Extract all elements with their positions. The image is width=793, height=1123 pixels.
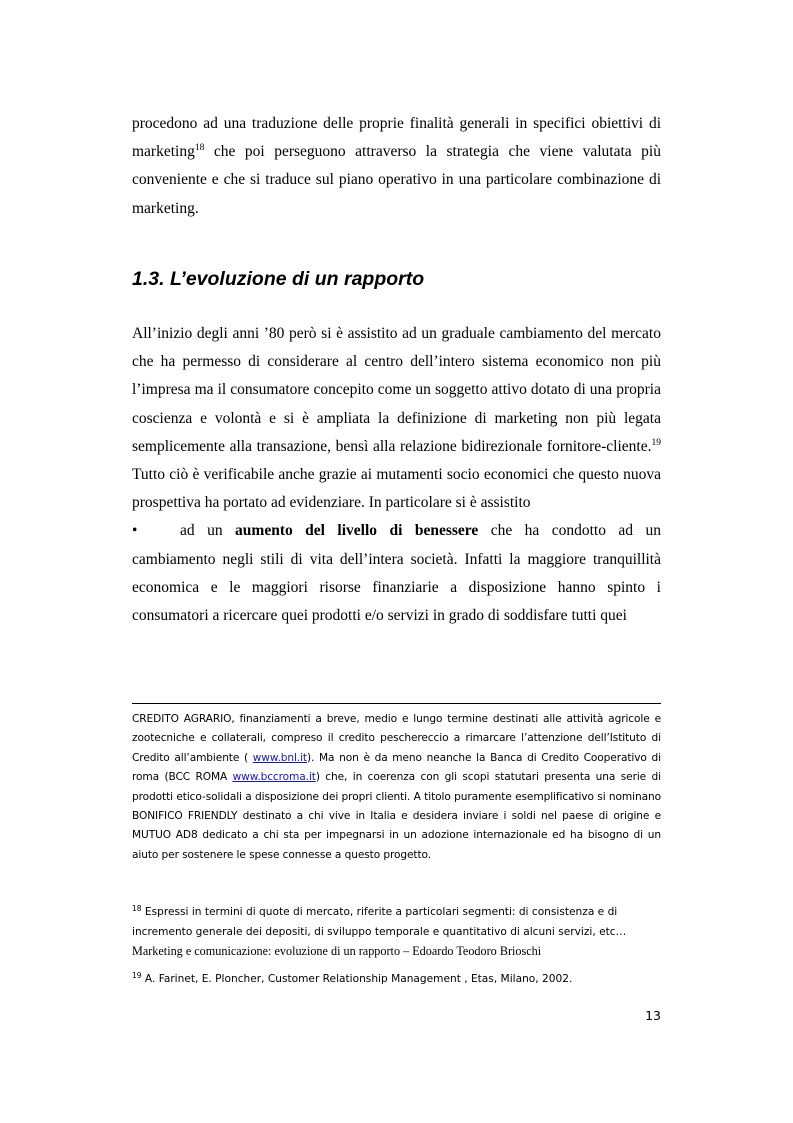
bullet-item-first-line xyxy=(132,517,661,545)
footnote-number: 18 xyxy=(132,904,142,913)
footnote-ref-18[interactable]: 18 xyxy=(194,143,205,154)
footnote-19 xyxy=(132,970,661,990)
footnote-text: Espressi in termini di quote di mercato, riferite a particolari segmenti: di consistenza e di incremento generale dei depositi, di sviluppo temporale e quantitativo di alcuni servizi, etc… xyxy=(132,906,627,938)
footnote-text: CREDITO AGRARIO, finanziamenti a breve, medio e lungo termine destinati alle attività agricole e zootecniche e collaterali, compreso il credito peschereccio a rimarcare l’attenzione dell’Istituto di Credito all’ambiente ( xyxy=(132,713,661,764)
bullet-first-line-text xyxy=(180,517,661,545)
paragraph-text: All’inizio degli anni ’80 però si è assistito ad un graduale cambiamento del mercato che ha permesso di considerare al centro dell’intero sistema economico non più l’impresa ma il consumatore concepito come un soggetto attivo dotato di una propria coscienza e volontà e si è ampliata la definizione di marketing non più legata semplicemente alla transazione, bensì alla relazione bidirezionale fornitore-cliente. xyxy=(132,325,661,455)
footnote-text: A. Farinet, E. Ploncher, Customer Relationship Management , Etas, Milano, 2002. xyxy=(141,973,573,985)
section-heading: 1.3. L’evoluzione di un rapporto xyxy=(132,268,425,290)
paragraph-text: procedono ad una traduzione delle proprie finalità generali in specifici obiettivi di marketing xyxy=(132,115,661,161)
footnote-separator xyxy=(132,703,661,704)
bullet-suffix: che ha condotto ad un xyxy=(478,522,661,540)
link-bccroma[interactable]: www.bccroma.it xyxy=(232,771,316,784)
paragraph-marketing-objectives xyxy=(132,110,661,223)
bullet-prefix: ad un xyxy=(180,522,236,540)
paragraph-body xyxy=(132,320,661,517)
footnote-source: Marketing e comunicazione: evoluzione di un rapporto – Edoardo Teodoro Brioschi xyxy=(132,944,542,958)
footnote-text: ) che, in coerenza con gli scopi statutari presenta una serie di prodotti etico-solidali a disposizione dei propri clienti. A titolo puramente esemplificativo si nominano BONIFICO FRIENDLY destinato a chi vive in Italia e desidera inviare i soldi nel paese di origine e MUTUO AD8 dedicato a chi sta per impegnarsi in un adozione internazionale ed ha bisogno di un aiuto per sostenere le spese connesse a questo progetto. xyxy=(132,771,661,861)
bullet-item-continuation: cambiamento negli stili di vita dell’intera società. Infatti la maggiore tranquillità economica e le maggiori risorse finanziarie a disposizione hanno spinto i consumatori a ricercare quei prodotti e/o servizi in grado di soddisfare tutti quei xyxy=(132,550,661,625)
paragraph-text: che poi perseguono attraverso la strategia che viene valutata più conveniente e che si traduce sul piano operativo in una particolare combinazione di marketing. xyxy=(132,143,661,217)
link-bnl[interactable]: www.bnl.it xyxy=(252,751,307,764)
paragraph-evolution xyxy=(132,320,661,630)
footnote-text: ). Ma non è da meno neanche la Banca di Credito Cooperativo di roma (BCC ROMA xyxy=(132,751,661,784)
footnote-continuation xyxy=(132,710,661,865)
footnote-ref-19[interactable]: 19 xyxy=(651,437,661,448)
bullet-icon: • xyxy=(132,522,138,540)
footnote-number: 19 xyxy=(132,971,142,980)
bullet-bold-phrase: aumento del livello di benessere xyxy=(235,522,479,540)
paragraph-text: Tutto ciò è verificabile anche grazie ai mutamenti socio economici che questo nuova prospettiva ha portato ad evidenziare. In particolare si è assistito xyxy=(132,466,661,512)
footnote-18 xyxy=(132,903,661,963)
page-number: 13 xyxy=(645,1008,661,1023)
